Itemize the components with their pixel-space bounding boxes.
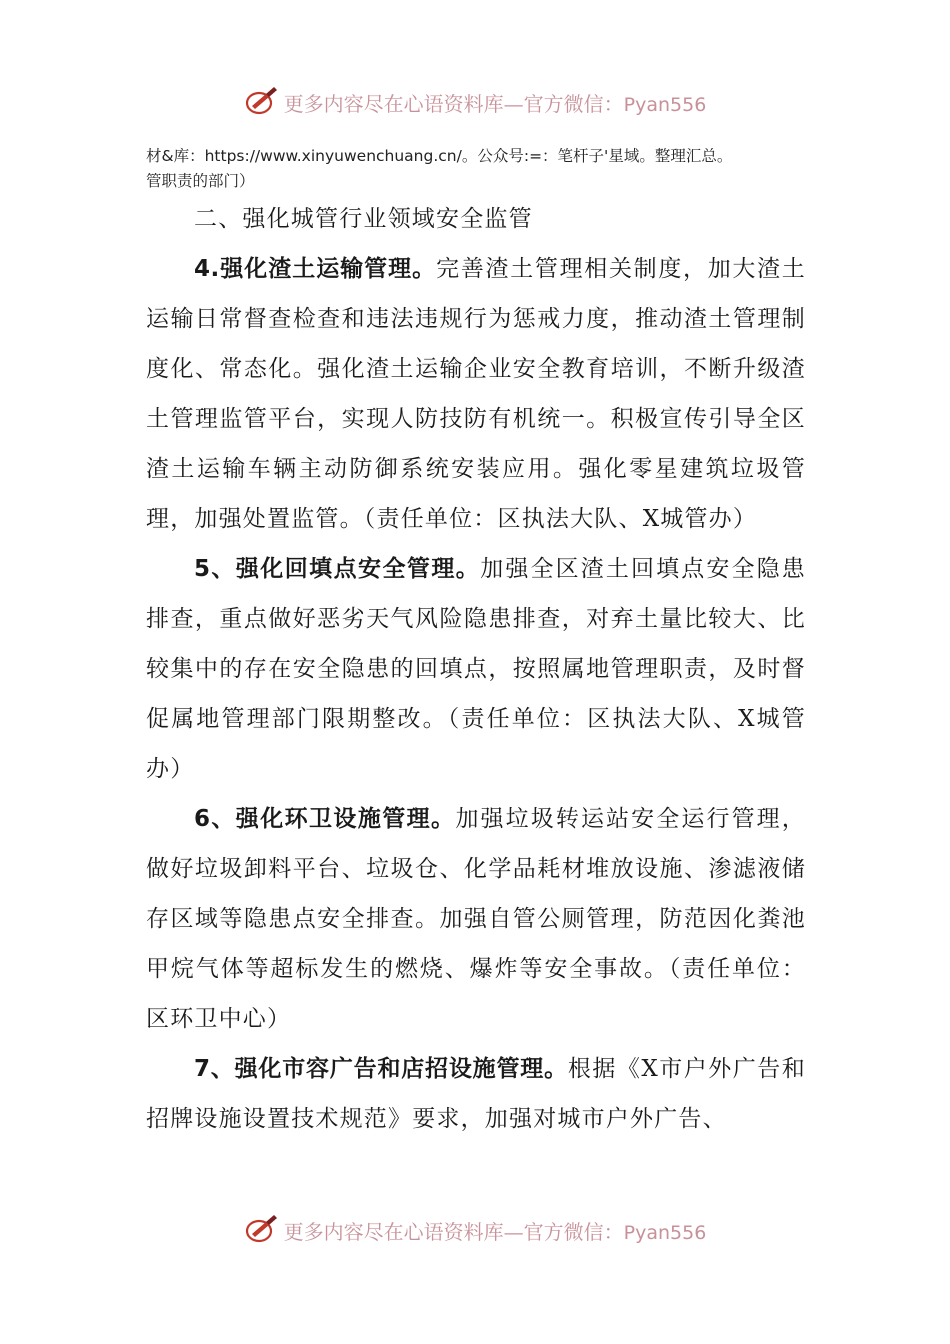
pen-logo-icon bbox=[244, 1212, 280, 1248]
section-heading: 二、强化城管行业领域安全监管 bbox=[194, 206, 533, 232]
footer-banner bbox=[0, 1210, 950, 1250]
banner-text: 更多内容尽在心语资料库—官方微信：Pyan556 bbox=[283, 1219, 707, 1244]
source-note bbox=[146, 144, 846, 194]
banner-text: 更多内容尽在心语资料库—官方微信：Pyan556 bbox=[283, 91, 707, 116]
document-body bbox=[146, 194, 806, 1144]
item-5: 5、强化回填点安全管理。加强全区渣土回填点安全隐患排查，重点做好恶劣天气风险隐患排查，对弃土量比较大、比较集中的存在安全隐患的回填点，按照属地管理职责，及时督促属地管理部门限期整改。（责任单位：区执法大队、X城管办） bbox=[146, 556, 806, 782]
source-line-2: 管职责的部门） bbox=[146, 172, 255, 190]
source-line-1: 材&库：https://www.xinyuwenchuang.cn/。公众号:=：笔杆子'星域。整理汇总。 bbox=[146, 147, 733, 165]
header-banner bbox=[0, 82, 950, 122]
pen-logo-icon bbox=[244, 84, 280, 120]
item-4: 4.强化渣土运输管理。完善渣土管理相关制度，加大渣土运输日常督查检查和违法违规行为惩戒力度，推动渣土管理制度化、常态化。强化渣土运输企业安全教育培训，不断升级渣土管理监管平台，实现人防技防有机统一。积极宣传引导全区渣土运输车辆主动防御系统安装应用。强化零星建筑垃圾管理，加强处置监管。（责任单位：区执法大队、X城管办） bbox=[146, 256, 806, 532]
item-6: 6、强化环卫设施管理。加强垃圾转运站安全运行管理，做好垃圾卸料平台、垃圾仓、化学品耗材堆放设施、渗滤液储存区域等隐患点安全排查。加强自管公厕管理，防范因化粪池甲烷气体等超标发生的燃烧、爆炸等安全事故。（责任单位：区环卫中心） bbox=[146, 806, 806, 1032]
item-7: 7、强化市容广告和店招设施管理。根据《X市户外广告和招牌设施设置技术规范》要求，加强对城市户外广告、 bbox=[146, 1056, 806, 1132]
